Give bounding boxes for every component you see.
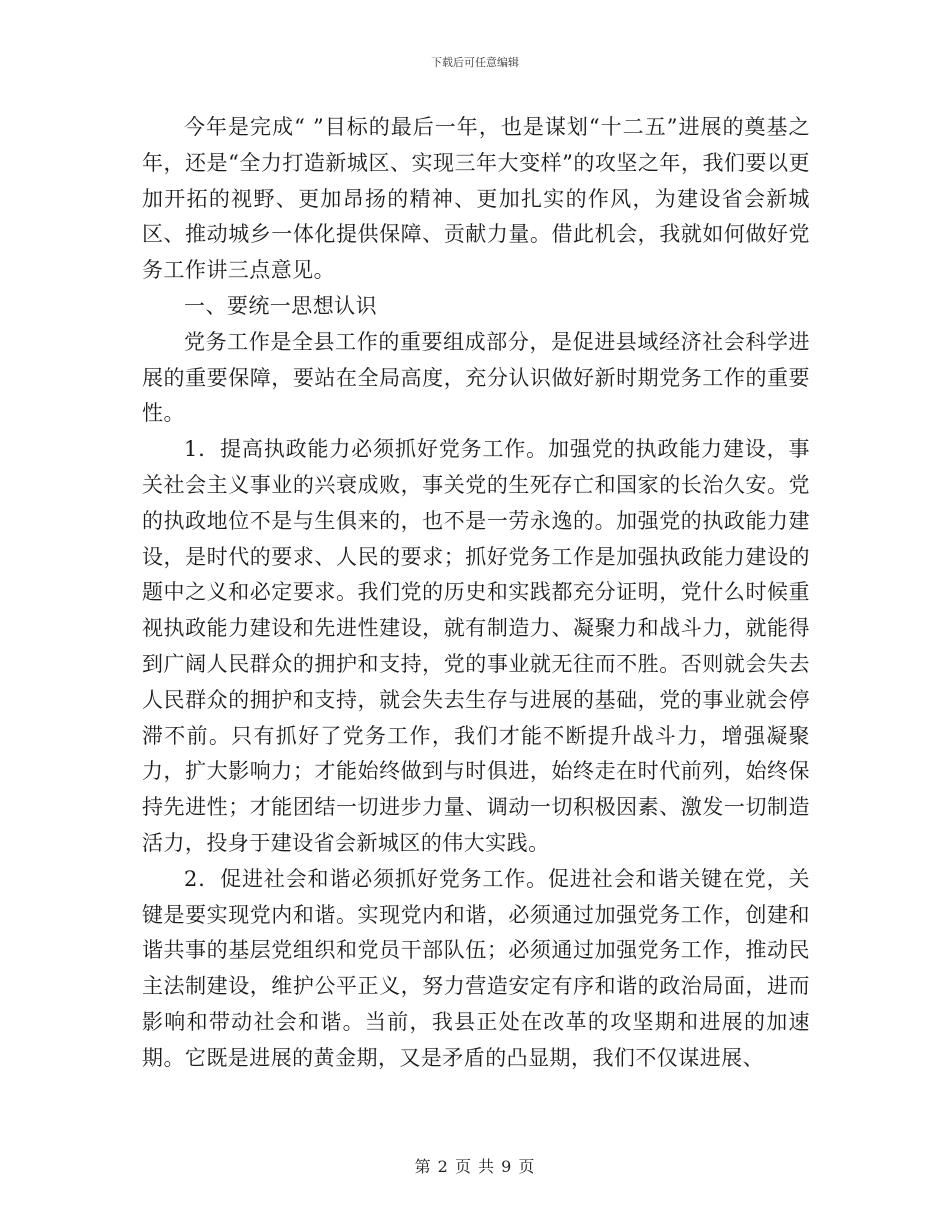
section-heading-1: 一、要统一思想认识: [184, 293, 378, 318]
paragraph-intro: 今年是完成“ ”目标的最后一年，也是谋划“十二五”进展的奠基之年，还是“全力打造新城区、实现三年大变样”的攻坚之年，我们要以更加开拓的视野、更加昂扬的精神、更加扎实的作风，为建设省会新城区、推动城乡一体化提供保障、贡献力量。借此机会，我就如何做好党务工作讲三点意见。: [142, 115, 810, 283]
paragraph-point-1: 1．提高执政能力必须抓好党务工作。加强党的执政能力建设，事关社会主义事业的兴衰成败，事关党的生死存亡和国家的长治久安。党的执政地位不是与生俱来的，也不是一劳永逸的。加强党的执政能力建设，是时代的要求、人民的要求；抓好党务工作是加强执政能力建设的题中之义和必定要求。我们党的历史和实践都充分证明，党什么时候重视执政能力建设和先进性建设，就有制造力、凝聚力和战斗力，就能得到广阔人民群众的拥护和支持，党的事业就无往而不胜。否则就会失去人民群众的拥护和支持，就会失去生存与进展的基础，党的事业就会停滞不前。只有抓好了党务工作，我们才能不断提升战斗力，增强凝聚力，扩大影响力；才能始终做到与时俱进，始终走在时代前列，始终保持先进性；才能团结一切进步力量、调动一切积极因素、激发一切制造活力，投身于建设省会新城区的伟大实践。: [142, 437, 810, 855]
paragraph-point-2: 2．促进社会和谐必须抓好党务工作。促进社会和谐关键在党，关键是要实现党内和谐。实现党内和谐，必须通过加强党务工作，创建和谐共事的基层党组织和党员干部队伍；必须通过加强党务工作，推动民主法制建设，维护公平正义，努力营造安定有序和谐的政治局面，进而影响和带动社会和谐。当前，我县正处在改革的攻坚期和进展的加速期。它既是进展的黄金期，又是矛盾的凸显期，我们不仅谋进展、: [142, 866, 810, 1070]
document-body: [142, 110, 810, 1077]
page-header-note: 下载后可任意编辑: [431, 56, 519, 69]
paragraph-section-1-summary: 党务工作是全县工作的重要组成部分，是促进县域经济社会科学进展的重要保障，要站在全局高度，充分认识做好新时期党务工作的重要性。: [142, 329, 810, 426]
page-number: 第 2 页 共 9 页: [414, 1157, 536, 1176]
